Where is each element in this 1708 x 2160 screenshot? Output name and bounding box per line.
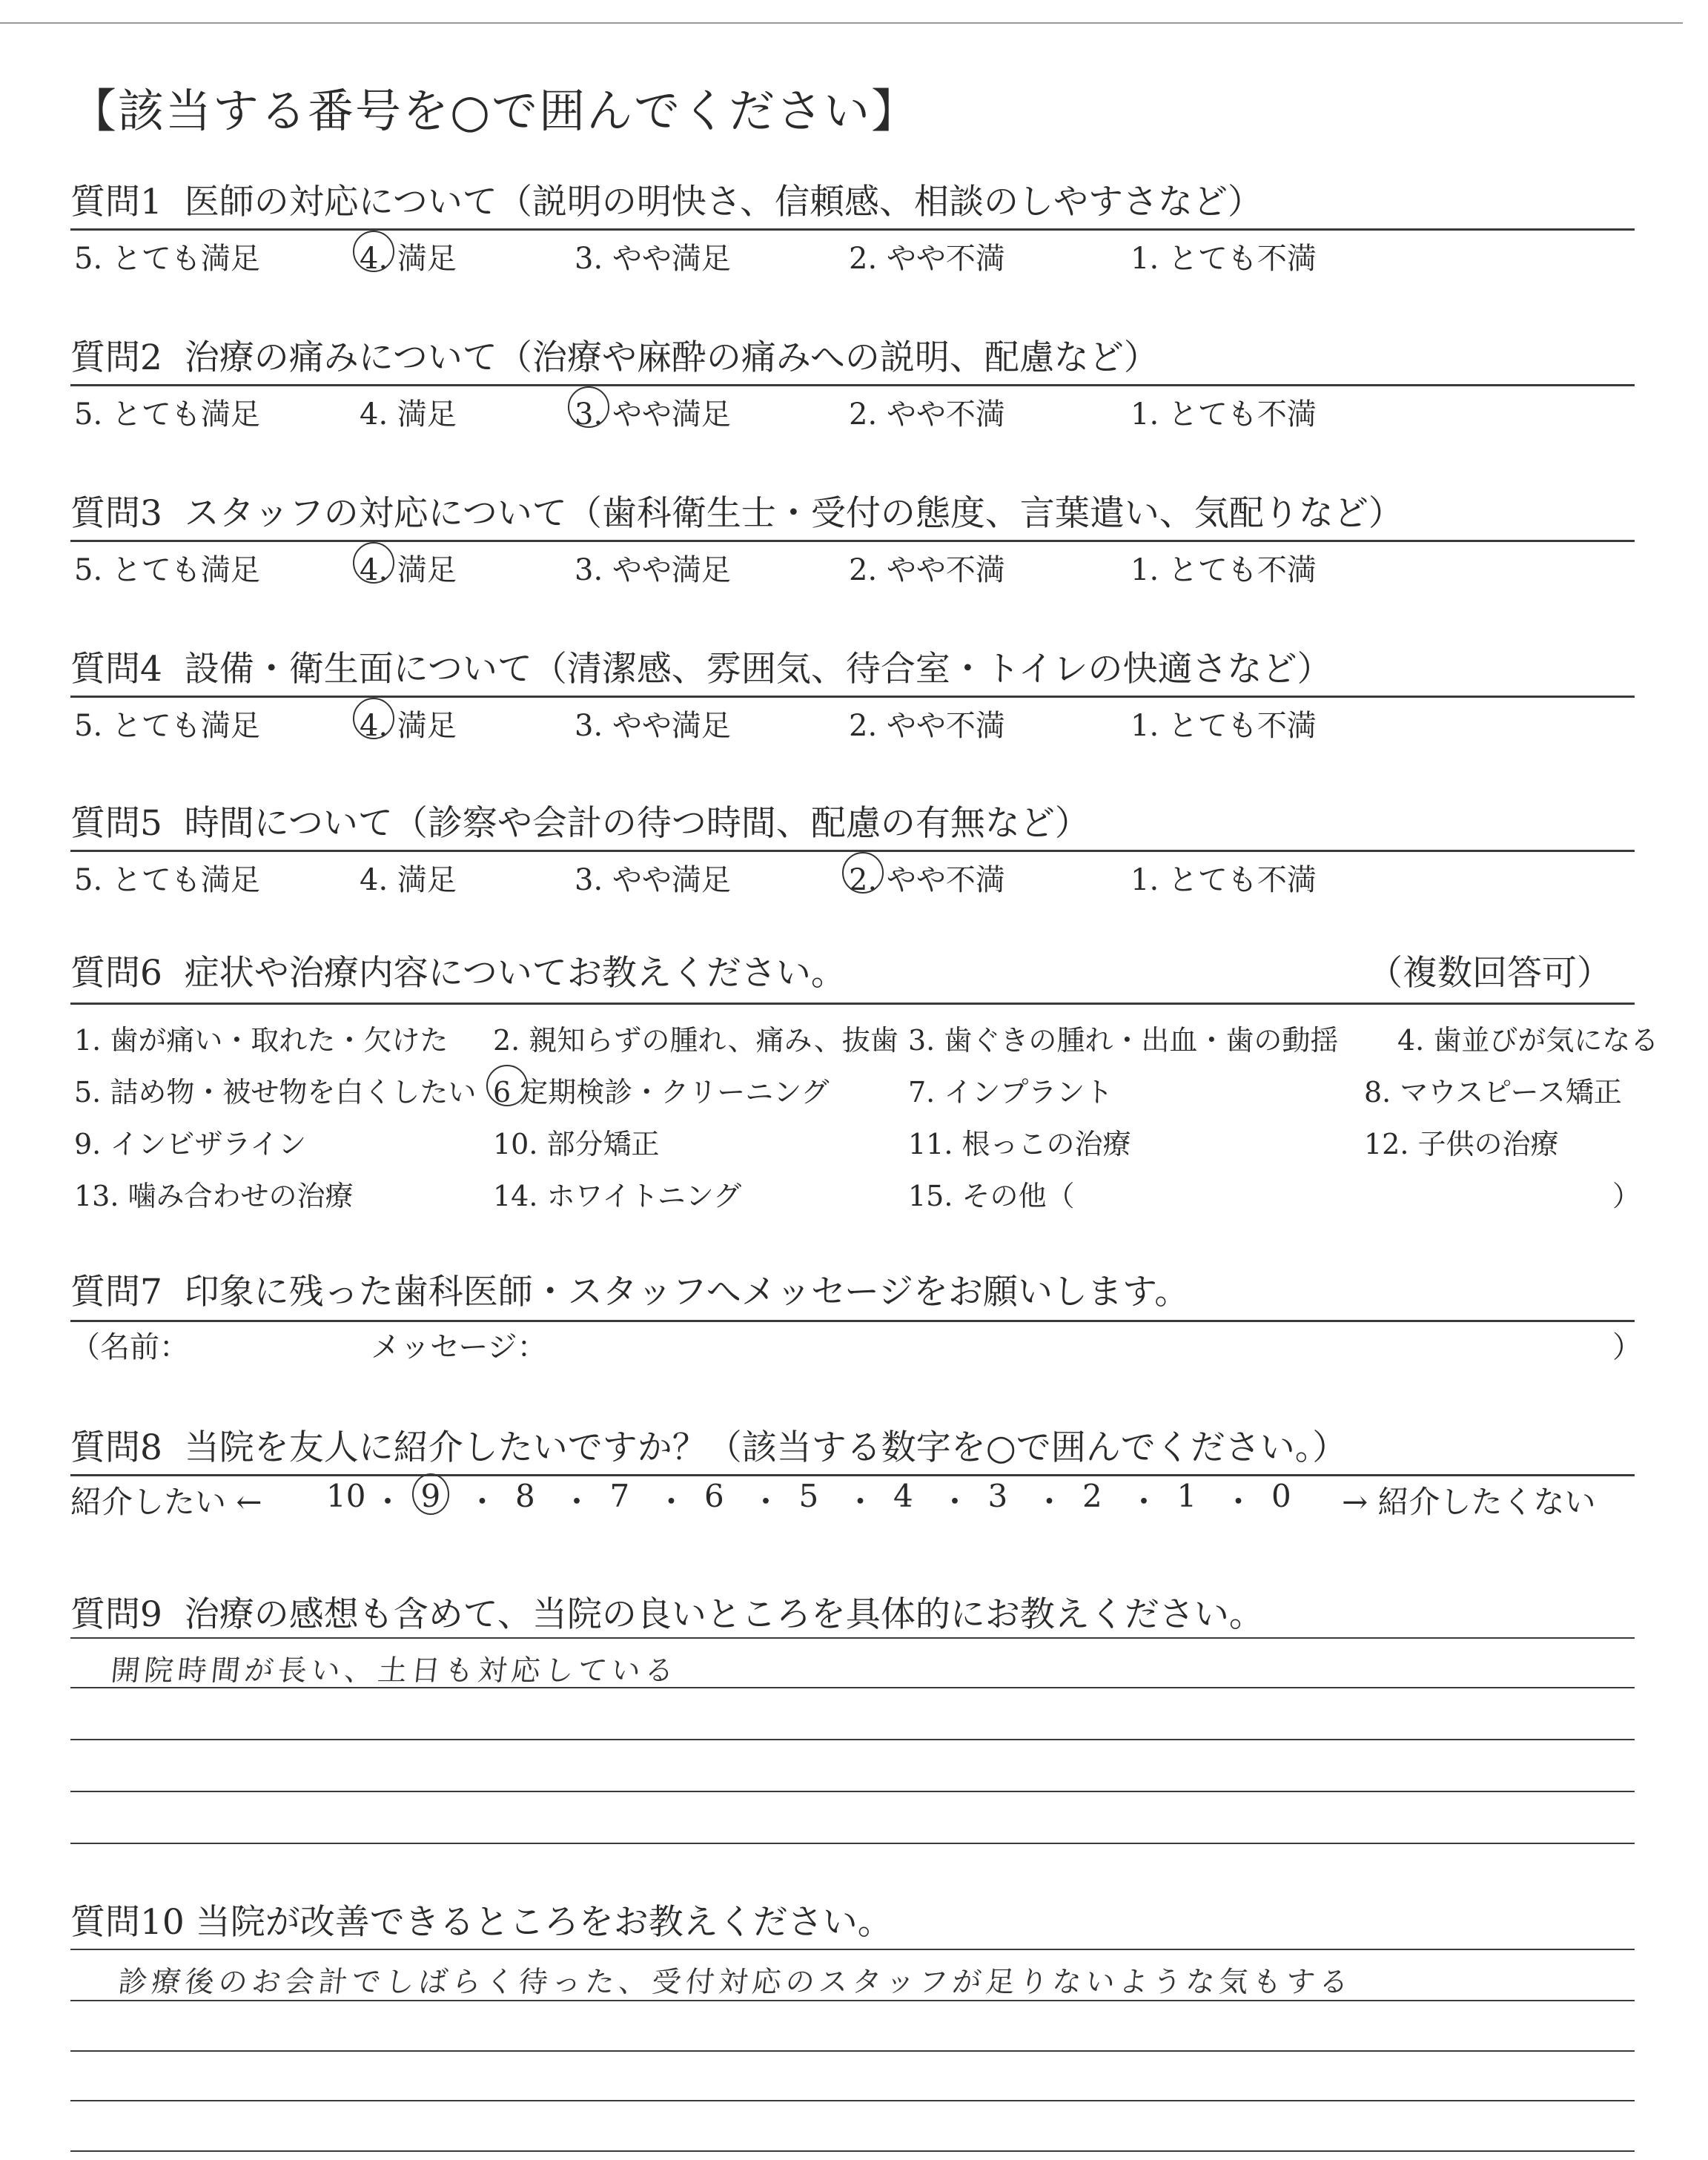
q8-scale-value: 5	[798, 1478, 819, 1514]
q7-name-label: （名前：	[70, 1330, 189, 1364]
q3-option-5[interactable]	[74, 546, 260, 589]
q2-option-2[interactable]	[849, 391, 1005, 433]
q3-option-5-label: 5. とても満足	[74, 553, 260, 587]
q5-label: 質問5	[70, 803, 162, 844]
instruction-heading: 【該当する番号を○で囲んでください】	[70, 84, 919, 138]
q6-label: 質問6	[70, 953, 162, 994]
q4-option-2-label: 2. やや不満	[849, 709, 1005, 743]
q8-scale-6[interactable]	[704, 1478, 724, 1514]
q8-scale-9[interactable]	[421, 1478, 441, 1514]
q4-title	[70, 641, 1332, 691]
q2-label: 質問2	[70, 337, 162, 378]
q10-answer[interactable]: 診療後のお会計でしばらく待った、受付対応のスタッフが足りないような気もする	[116, 1966, 1355, 1999]
q3-text: スタッフの対応について（歯科衛生士・受付の態度、言葉遣い、気配りなど）	[184, 493, 1403, 534]
q10-rule	[70, 1949, 1635, 1950]
q6-item-11[interactable]: 11. 根っこの治療	[908, 1128, 1131, 1160]
q3-option-3[interactable]	[575, 546, 731, 589]
q8-separator: ・	[750, 1484, 782, 1520]
q6-item-6-text: 6 定期検診・クリーニング	[493, 1069, 830, 1110]
q4-option-4[interactable]	[360, 702, 457, 744]
q3-option-2[interactable]	[849, 546, 1005, 589]
q8-text: 当院を友人に紹介したいですか？（該当する数字を○で囲んでください。）	[184, 1427, 1348, 1468]
q7-message-field[interactable]	[556, 1327, 1594, 1363]
q2-option-1-label: 1. とても不満	[1131, 397, 1317, 432]
q8-scale-3[interactable]	[988, 1478, 1008, 1514]
q2-option-4[interactable]	[360, 391, 457, 433]
q5-text: 時間について（診察や会計の待つ時間、配慮の有無など）	[184, 803, 1090, 844]
q7-title	[70, 1264, 1189, 1314]
q8-scale-value: 8	[515, 1478, 535, 1514]
q4-option-3[interactable]	[575, 702, 731, 744]
q7-close-paren: ）	[1612, 1330, 1642, 1364]
q2-option-5-label: 5. とても満足	[74, 397, 260, 432]
q2-option-2-label: 2. やや不満	[849, 397, 1005, 432]
q8-scale-value: 1	[1176, 1478, 1197, 1514]
q6-text: 症状や治療内容についてお教えください。	[184, 953, 846, 994]
q10-writing-line	[70, 2000, 1635, 2001]
q10-text: 当院が改善できるところをお教えください。	[195, 1902, 893, 1943]
q8-separator: ・	[655, 1484, 687, 1520]
q6-item-15-close: ）	[1612, 1180, 1641, 1212]
q1-label: 質問1	[70, 182, 162, 222]
q8-scale-5[interactable]	[799, 1478, 819, 1514]
q8-scale-10[interactable]	[326, 1478, 365, 1514]
q4-label: 質問4	[70, 649, 162, 690]
q8-separator: ・	[939, 1484, 971, 1520]
q5-option-4-label: 4. 満足	[360, 863, 457, 897]
q9-text: 治療の感想も含めて、当院の良いところを具体的にお教えください。	[184, 1594, 1264, 1635]
q8-scale-1[interactable]	[1177, 1478, 1197, 1514]
q4-option-5-label: 5. とても満足	[74, 709, 260, 743]
q10-writing-line	[70, 2100, 1635, 2101]
q6-item-14[interactable]: 14. ホワイトニング	[493, 1180, 742, 1212]
q3-label: 質問3	[70, 493, 162, 534]
q10-label: 質問10	[70, 1902, 185, 1943]
q1-option-2-label: 2. やや不満	[849, 242, 1005, 276]
q8-separator: ・	[372, 1484, 404, 1520]
q6-item-12[interactable]: 12. 子供の治療	[1364, 1128, 1559, 1160]
q5-option-2-label: 2. やや不満	[849, 856, 1005, 899]
q6-item-9[interactable]: 9. インビザライン	[74, 1128, 307, 1160]
q8-scale-value: 10	[326, 1478, 366, 1514]
q1-option-4[interactable]	[360, 235, 457, 277]
q9-answer[interactable]: 開院時間が長い、土日も対応している	[109, 1654, 681, 1688]
q8-scale-4[interactable]	[893, 1478, 913, 1514]
q1-text: 医師の対応について（説明の明快さ、信頼感、相談のしやすさなど）	[184, 182, 1262, 222]
q2-option-1[interactable]	[1131, 391, 1317, 433]
q8-scale-value: 6	[704, 1478, 724, 1514]
q10-writing-line	[70, 2150, 1635, 2152]
q8-scale-value: 0	[1271, 1478, 1291, 1514]
q3-option-1[interactable]	[1131, 546, 1317, 589]
q6-item-5[interactable]: 5. 詰め物・被せ物を白くしたい	[74, 1076, 477, 1109]
q6-item-10[interactable]: 10. 部分矯正	[493, 1128, 660, 1160]
q9-writing-line	[70, 1739, 1635, 1740]
q5-option-2[interactable]	[849, 856, 1005, 899]
q9-writing-line	[70, 1843, 1635, 1844]
q5-option-4[interactable]	[360, 856, 457, 899]
q3-rule	[70, 540, 1635, 542]
q1-option-3[interactable]	[575, 235, 731, 277]
q8-scale-8[interactable]	[515, 1478, 535, 1514]
q6-item-6[interactable]	[493, 1069, 830, 1110]
q5-option-3-label: 3. やや満足	[575, 863, 731, 897]
q5-rule	[70, 850, 1635, 852]
q3-option-4-label: 4. 満足	[360, 546, 457, 589]
q8-scale-0[interactable]	[1271, 1478, 1291, 1514]
q8-separator: ・	[561, 1484, 593, 1520]
q7-name-field[interactable]	[178, 1327, 356, 1363]
q8-separator: ・	[1033, 1484, 1065, 1520]
q10-title	[70, 1895, 893, 1944]
q7-text: 印象に残った歯科医師・スタッフへメッセージをお願いします。	[184, 1272, 1190, 1312]
q8-scale-2[interactable]	[1082, 1478, 1102, 1514]
q6-item-3[interactable]: 3. 歯ぐきの腫れ・出血・歯の動揺	[908, 1024, 1339, 1057]
q2-title	[70, 330, 1159, 380]
q9-rule	[70, 1637, 1635, 1639]
q6-item-2[interactable]: 2. 親知らずの腫れ、痛み、抜歯	[493, 1024, 898, 1057]
q8-separator: ・	[466, 1484, 498, 1520]
q8-separator: ・	[1128, 1484, 1160, 1520]
q3-title	[70, 486, 1403, 535]
q8-label: 質問8	[70, 1427, 162, 1468]
q8-scale-value: 4	[893, 1478, 913, 1514]
q2-option-4-label: 4. 満足	[360, 397, 457, 432]
q1-option-2[interactable]	[849, 235, 1005, 277]
q5-option-3[interactable]	[575, 856, 731, 899]
q4-option-1[interactable]	[1131, 702, 1317, 744]
q6-note: （複数回答可）	[1368, 953, 1612, 994]
q3-option-4[interactable]	[360, 546, 457, 589]
q3-option-3-label: 3. やや満足	[575, 553, 731, 587]
q8-scale-7[interactable]	[610, 1478, 630, 1514]
q9-writing-line	[70, 1791, 1635, 1792]
q4-option-4-label: 4. 満足	[360, 702, 457, 744]
q3-option-2-label: 2. やや不満	[849, 553, 1005, 587]
q6-item-15[interactable]: 15. その他（	[908, 1180, 1075, 1212]
q8-left-label: 紹介したい ←	[70, 1484, 262, 1520]
q2-text: 治療の痛みについて（治療や麻酔の痛みへの説明、配慮など）	[184, 337, 1159, 378]
q6-rule	[70, 1003, 1635, 1005]
q1-option-4-label: 4. 満足	[360, 235, 457, 277]
q8-scale-value: 2	[1082, 1478, 1102, 1514]
q1-rule	[70, 228, 1635, 231]
q6-item-8[interactable]: 8. マウスピース矯正	[1364, 1076, 1622, 1109]
q9-writing-line	[70, 1687, 1635, 1688]
q9-label: 質問9	[70, 1594, 162, 1635]
q8-scale-value: 7	[609, 1478, 630, 1514]
q7-rule	[70, 1320, 1635, 1322]
q8-title	[70, 1420, 1347, 1470]
q5-title	[70, 796, 1090, 845]
q5-option-5-label: 5. とても満足	[74, 863, 260, 897]
q2-option-5[interactable]	[74, 391, 260, 433]
q6-item-1[interactable]: 1. 歯が痛い・取れた・欠けた	[74, 1024, 448, 1057]
q1-option-5[interactable]	[74, 235, 260, 277]
q8-scale-value: 9	[420, 1478, 441, 1514]
q6-item-7[interactable]: 7. インプラント	[908, 1076, 1113, 1109]
q8-separator: ・	[844, 1484, 876, 1520]
q8-separator: ・	[1222, 1484, 1254, 1520]
q10-writing-line	[70, 2050, 1635, 2052]
q1-option-1[interactable]	[1131, 235, 1317, 277]
q8-scale-value: 3	[987, 1478, 1008, 1514]
q1-option-3-label: 3. やや満足	[575, 242, 731, 276]
q2-option-3-label: 3. やや満足	[575, 391, 731, 433]
q4-option-5[interactable]	[74, 702, 260, 744]
q5-option-1-label: 1. とても不満	[1131, 863, 1317, 897]
q8-rule	[70, 1474, 1635, 1476]
q4-option-2[interactable]	[849, 702, 1005, 744]
q4-rule	[70, 696, 1635, 698]
q1-option-1-label: 1. とても不満	[1131, 242, 1317, 276]
q7-message-label: メッセージ：	[371, 1330, 547, 1364]
q2-rule	[70, 384, 1635, 386]
scan-edge-line	[0, 22, 1683, 24]
q3-option-1-label: 1. とても不満	[1131, 553, 1317, 587]
q4-text: 設備・衛生面について（清潔感、雰囲気、待合室・トイレの快適さなど）	[184, 649, 1332, 690]
q5-option-1[interactable]	[1131, 856, 1317, 899]
q1-option-5-label: 5. とても満足	[74, 242, 260, 276]
q6-item-13[interactable]: 13. 噛み合わせの治療	[74, 1180, 354, 1212]
q6-item-4[interactable]: 4. 歯並びが気になる	[1397, 1024, 1659, 1057]
q8-right-label: → 紹介したくない	[1342, 1484, 1596, 1520]
q2-option-3[interactable]	[575, 391, 731, 433]
q7-label: 質問7	[70, 1272, 162, 1312]
q6-title	[70, 945, 846, 995]
q9-title	[70, 1587, 1264, 1636]
q4-option-3-label: 3. やや満足	[575, 709, 731, 743]
q4-option-1-label: 1. とても不満	[1131, 709, 1317, 743]
q5-option-5[interactable]	[74, 856, 260, 899]
q1-title	[70, 174, 1262, 224]
